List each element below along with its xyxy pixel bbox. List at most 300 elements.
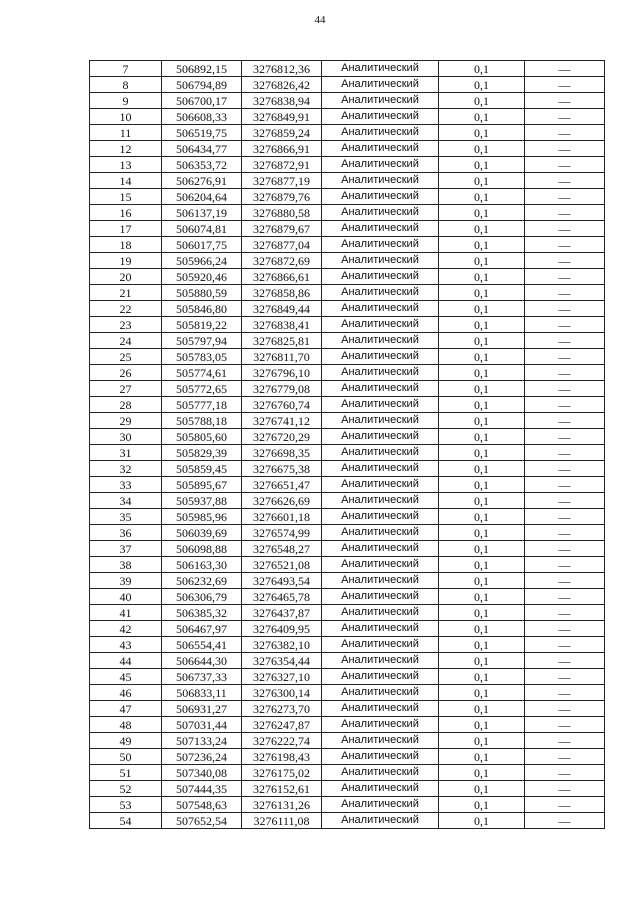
table-row [90,813,605,829]
precision-cell: 0,1 [439,157,525,173]
note-cell: — [525,301,605,317]
point-number-cell: 10 [90,109,162,125]
table-row [90,493,605,509]
table-row [90,301,605,317]
x-coordinate-cell: 505805,60 [162,429,242,445]
point-number-cell: 36 [90,525,162,541]
x-coordinate-cell: 507133,24 [162,733,242,749]
x-coordinate-cell: 506554,41 [162,637,242,653]
precision-cell: 0,1 [439,205,525,221]
note-cell: — [525,205,605,221]
note-cell: — [525,173,605,189]
x-coordinate-cell: 506644,30 [162,653,242,669]
x-coordinate-cell: 506163,30 [162,557,242,573]
method-cell: Аналитический [322,749,439,765]
x-coordinate-cell: 506137,19 [162,205,242,221]
note-cell: — [525,541,605,557]
x-coordinate-cell: 505774,61 [162,365,242,381]
y-coordinate-cell: 3276825,81 [242,333,322,349]
table-row [90,525,605,541]
point-number-cell: 7 [90,61,162,77]
y-coordinate-cell: 3276382,10 [242,637,322,653]
method-cell: Аналитический [322,109,439,125]
x-coordinate-cell: 505966,24 [162,253,242,269]
precision-cell: 0,1 [439,605,525,621]
table-row [90,141,605,157]
precision-cell: 0,1 [439,653,525,669]
method-cell: Аналитический [322,685,439,701]
method-cell: Аналитический [322,477,439,493]
method-cell: Аналитический [322,461,439,477]
y-coordinate-cell: 3276548,27 [242,541,322,557]
note-cell: — [525,589,605,605]
point-number-cell: 49 [90,733,162,749]
point-number-cell: 39 [90,573,162,589]
method-cell: Аналитический [322,333,439,349]
table-row [90,557,605,573]
method-cell: Аналитический [322,205,439,221]
note-cell: — [525,381,605,397]
method-cell: Аналитический [322,301,439,317]
table-row [90,573,605,589]
x-coordinate-cell: 506017,75 [162,237,242,253]
method-cell: Аналитический [322,157,439,173]
method-cell: Аналитический [322,429,439,445]
table-row [90,781,605,797]
precision-cell: 0,1 [439,717,525,733]
method-cell: Аналитический [322,733,439,749]
x-coordinate-cell: 506306,79 [162,589,242,605]
note-cell: — [525,765,605,781]
point-number-cell: 8 [90,77,162,93]
method-cell: Аналитический [322,797,439,813]
table-row [90,413,605,429]
x-coordinate-cell: 506608,33 [162,109,242,125]
precision-cell: 0,1 [439,637,525,653]
x-coordinate-cell: 505920,46 [162,269,242,285]
method-cell: Аналитический [322,765,439,781]
table-row [90,653,605,669]
y-coordinate-cell: 3276877,19 [242,173,322,189]
note-cell: — [525,189,605,205]
x-coordinate-cell: 507236,24 [162,749,242,765]
method-cell: Аналитический [322,701,439,717]
y-coordinate-cell: 3276574,99 [242,525,322,541]
precision-cell: 0,1 [439,445,525,461]
note-cell: — [525,733,605,749]
table-row [90,605,605,621]
table-row [90,685,605,701]
method-cell: Аналитический [322,493,439,509]
method-cell: Аналитический [322,269,439,285]
point-number-cell: 50 [90,749,162,765]
point-number-cell: 44 [90,653,162,669]
point-number-cell: 34 [90,493,162,509]
point-number-cell: 37 [90,541,162,557]
point-number-cell: 33 [90,477,162,493]
x-coordinate-cell: 507031,44 [162,717,242,733]
table-row [90,461,605,477]
note-cell: — [525,317,605,333]
method-cell: Аналитический [322,141,439,157]
method-cell: Аналитический [322,525,439,541]
note-cell: — [525,781,605,797]
method-cell: Аналитический [322,61,439,77]
method-cell: Аналитический [322,653,439,669]
note-cell: — [525,637,605,653]
y-coordinate-cell: 3276651,47 [242,477,322,493]
precision-cell: 0,1 [439,621,525,637]
note-cell: — [525,653,605,669]
precision-cell: 0,1 [439,221,525,237]
precision-cell: 0,1 [439,237,525,253]
x-coordinate-cell: 506098,88 [162,541,242,557]
note-cell: — [525,125,605,141]
table-row [90,205,605,221]
note-cell: — [525,109,605,125]
y-coordinate-cell: 3276826,42 [242,77,322,93]
precision-cell: 0,1 [439,93,525,109]
method-cell: Аналитический [322,317,439,333]
table-row [90,717,605,733]
note-cell: — [525,237,605,253]
method-cell: Аналитический [322,509,439,525]
x-coordinate-cell: 506737,33 [162,669,242,685]
note-cell: — [525,605,605,621]
point-number-cell: 32 [90,461,162,477]
x-coordinate-cell: 506833,11 [162,685,242,701]
note-cell: — [525,493,605,509]
method-cell: Аналитический [322,557,439,573]
point-number-cell: 45 [90,669,162,685]
y-coordinate-cell: 3276601,18 [242,509,322,525]
y-coordinate-cell: 3276866,91 [242,141,322,157]
y-coordinate-cell: 3276131,26 [242,797,322,813]
table-row [90,397,605,413]
table-row [90,317,605,333]
point-number-cell: 16 [90,205,162,221]
point-number-cell: 38 [90,557,162,573]
table-row [90,749,605,765]
note-cell: — [525,349,605,365]
method-cell: Аналитический [322,125,439,141]
point-number-cell: 35 [90,509,162,525]
method-cell: Аналитический [322,365,439,381]
table-row [90,701,605,717]
point-number-cell: 46 [90,685,162,701]
point-number-cell: 14 [90,173,162,189]
x-coordinate-cell: 505846,80 [162,301,242,317]
point-number-cell: 31 [90,445,162,461]
y-coordinate-cell: 3276247,87 [242,717,322,733]
method-cell: Аналитический [322,173,439,189]
table-row [90,765,605,781]
table-row [90,429,605,445]
y-coordinate-cell: 3276849,44 [242,301,322,317]
y-coordinate-cell: 3276327,10 [242,669,322,685]
y-coordinate-cell: 3276222,74 [242,733,322,749]
note-cell: — [525,669,605,685]
point-number-cell: 22 [90,301,162,317]
table-row [90,125,605,141]
precision-cell: 0,1 [439,461,525,477]
x-coordinate-cell: 506700,17 [162,93,242,109]
note-cell: — [525,157,605,173]
y-coordinate-cell: 3276198,43 [242,749,322,765]
point-number-cell: 47 [90,701,162,717]
precision-cell: 0,1 [439,141,525,157]
x-coordinate-cell: 505895,67 [162,477,242,493]
precision-cell: 0,1 [439,733,525,749]
y-coordinate-cell: 3276811,70 [242,349,322,365]
x-coordinate-cell: 505797,94 [162,333,242,349]
table-row [90,509,605,525]
point-number-cell: 26 [90,365,162,381]
method-cell: Аналитический [322,413,439,429]
precision-cell: 0,1 [439,317,525,333]
point-number-cell: 30 [90,429,162,445]
point-number-cell: 51 [90,765,162,781]
table-row [90,269,605,285]
x-coordinate-cell: 506519,75 [162,125,242,141]
x-coordinate-cell: 506204,64 [162,189,242,205]
y-coordinate-cell: 3276437,87 [242,605,322,621]
x-coordinate-cell: 507340,08 [162,765,242,781]
method-cell: Аналитический [322,621,439,637]
precision-cell: 0,1 [439,573,525,589]
note-cell: — [525,525,605,541]
x-coordinate-cell: 505937,88 [162,493,242,509]
y-coordinate-cell: 3276409,95 [242,621,322,637]
table-row [90,285,605,301]
y-coordinate-cell: 3276111,08 [242,813,322,829]
table-row [90,477,605,493]
point-number-cell: 53 [90,797,162,813]
precision-cell: 0,1 [439,749,525,765]
precision-cell: 0,1 [439,557,525,573]
y-coordinate-cell: 3276872,91 [242,157,322,173]
table-row [90,93,605,109]
point-number-cell: 18 [90,237,162,253]
precision-cell: 0,1 [439,477,525,493]
precision-cell: 0,1 [439,365,525,381]
note-cell: — [525,93,605,109]
precision-cell: 0,1 [439,381,525,397]
method-cell: Аналитический [322,589,439,605]
point-number-cell: 43 [90,637,162,653]
method-cell: Аналитический [322,397,439,413]
precision-cell: 0,1 [439,589,525,605]
y-coordinate-cell: 3276872,69 [242,253,322,269]
point-number-cell: 54 [90,813,162,829]
note-cell: — [525,813,605,829]
point-number-cell: 28 [90,397,162,413]
point-number-cell: 12 [90,141,162,157]
note-cell: — [525,701,605,717]
point-number-cell: 17 [90,221,162,237]
note-cell: — [525,397,605,413]
table-row [90,365,605,381]
method-cell: Аналитический [322,93,439,109]
y-coordinate-cell: 3276879,67 [242,221,322,237]
note-cell: — [525,621,605,637]
y-coordinate-cell: 3276760,74 [242,397,322,413]
method-cell: Аналитический [322,781,439,797]
method-cell: Аналитический [322,285,439,301]
y-coordinate-cell: 3276521,08 [242,557,322,573]
method-cell: Аналитический [322,605,439,621]
x-coordinate-cell: 505783,05 [162,349,242,365]
table-row [90,189,605,205]
y-coordinate-cell: 3276465,78 [242,589,322,605]
y-coordinate-cell: 3276152,61 [242,781,322,797]
note-cell: — [525,61,605,77]
x-coordinate-cell: 507444,35 [162,781,242,797]
point-number-cell: 21 [90,285,162,301]
note-cell: — [525,461,605,477]
x-coordinate-cell: 505880,59 [162,285,242,301]
note-cell: — [525,685,605,701]
x-coordinate-cell: 506276,91 [162,173,242,189]
precision-cell: 0,1 [439,685,525,701]
x-coordinate-cell: 506232,69 [162,573,242,589]
precision-cell: 0,1 [439,781,525,797]
method-cell: Аналитический [322,445,439,461]
table-row [90,445,605,461]
precision-cell: 0,1 [439,797,525,813]
x-coordinate-cell: 505859,45 [162,461,242,477]
y-coordinate-cell: 3276849,91 [242,109,322,125]
note-cell: — [525,797,605,813]
precision-cell: 0,1 [439,413,525,429]
note-cell: — [525,429,605,445]
precision-cell: 0,1 [439,765,525,781]
method-cell: Аналитический [322,237,439,253]
y-coordinate-cell: 3276698,35 [242,445,322,461]
point-number-cell: 15 [90,189,162,205]
note-cell: — [525,285,605,301]
x-coordinate-cell: 507548,63 [162,797,242,813]
y-coordinate-cell: 3276493,54 [242,573,322,589]
precision-cell: 0,1 [439,301,525,317]
coordinates-table [89,60,605,829]
precision-cell: 0,1 [439,285,525,301]
method-cell: Аналитический [322,637,439,653]
note-cell: — [525,253,605,269]
table-row [90,589,605,605]
precision-cell: 0,1 [439,493,525,509]
y-coordinate-cell: 3276866,61 [242,269,322,285]
table-row [90,61,605,77]
precision-cell: 0,1 [439,349,525,365]
x-coordinate-cell: 505985,96 [162,509,242,525]
point-number-cell: 41 [90,605,162,621]
table-row [90,669,605,685]
method-cell: Аналитический [322,541,439,557]
point-number-cell: 23 [90,317,162,333]
precision-cell: 0,1 [439,61,525,77]
note-cell: — [525,141,605,157]
x-coordinate-cell: 506074,81 [162,221,242,237]
table-row [90,797,605,813]
note-cell: — [525,477,605,493]
y-coordinate-cell: 3276796,10 [242,365,322,381]
y-coordinate-cell: 3276675,38 [242,461,322,477]
x-coordinate-cell: 506892,15 [162,61,242,77]
method-cell: Аналитический [322,669,439,685]
y-coordinate-cell: 3276626,69 [242,493,322,509]
table-row [90,109,605,125]
y-coordinate-cell: 3276838,41 [242,317,322,333]
x-coordinate-cell: 506385,32 [162,605,242,621]
note-cell: — [525,333,605,349]
table-row [90,77,605,93]
x-coordinate-cell: 505772,65 [162,381,242,397]
method-cell: Аналитический [322,573,439,589]
method-cell: Аналитический [322,717,439,733]
x-coordinate-cell: 506353,72 [162,157,242,173]
table-row [90,621,605,637]
x-coordinate-cell: 506039,69 [162,525,242,541]
y-coordinate-cell: 3276858,86 [242,285,322,301]
x-coordinate-cell: 507652,54 [162,813,242,829]
table-row [90,381,605,397]
table-row [90,221,605,237]
x-coordinate-cell: 506467,97 [162,621,242,637]
table-row [90,173,605,189]
y-coordinate-cell: 3276838,94 [242,93,322,109]
precision-cell: 0,1 [439,669,525,685]
precision-cell: 0,1 [439,109,525,125]
method-cell: Аналитический [322,253,439,269]
point-number-cell: 40 [90,589,162,605]
table-row [90,253,605,269]
x-coordinate-cell: 506794,89 [162,77,242,93]
note-cell: — [525,365,605,381]
table-row [90,637,605,653]
precision-cell: 0,1 [439,125,525,141]
precision-cell: 0,1 [439,509,525,525]
point-number-cell: 19 [90,253,162,269]
page-number: 44 [314,14,326,26]
method-cell: Аналитический [322,189,439,205]
x-coordinate-cell: 505829,39 [162,445,242,461]
note-cell: — [525,557,605,573]
point-number-cell: 27 [90,381,162,397]
method-cell: Аналитический [322,77,439,93]
y-coordinate-cell: 3276273,70 [242,701,322,717]
point-number-cell: 24 [90,333,162,349]
precision-cell: 0,1 [439,397,525,413]
precision-cell: 0,1 [439,173,525,189]
precision-cell: 0,1 [439,189,525,205]
point-number-cell: 20 [90,269,162,285]
point-number-cell: 11 [90,125,162,141]
point-number-cell: 25 [90,349,162,365]
table-row [90,157,605,173]
y-coordinate-cell: 3276859,24 [242,125,322,141]
x-coordinate-cell: 505777,18 [162,397,242,413]
note-cell: — [525,509,605,525]
note-cell: — [525,749,605,765]
note-cell: — [525,573,605,589]
method-cell: Аналитический [322,221,439,237]
precision-cell: 0,1 [439,333,525,349]
note-cell: — [525,413,605,429]
precision-cell: 0,1 [439,429,525,445]
x-coordinate-cell: 506434,77 [162,141,242,157]
table-row [90,349,605,365]
